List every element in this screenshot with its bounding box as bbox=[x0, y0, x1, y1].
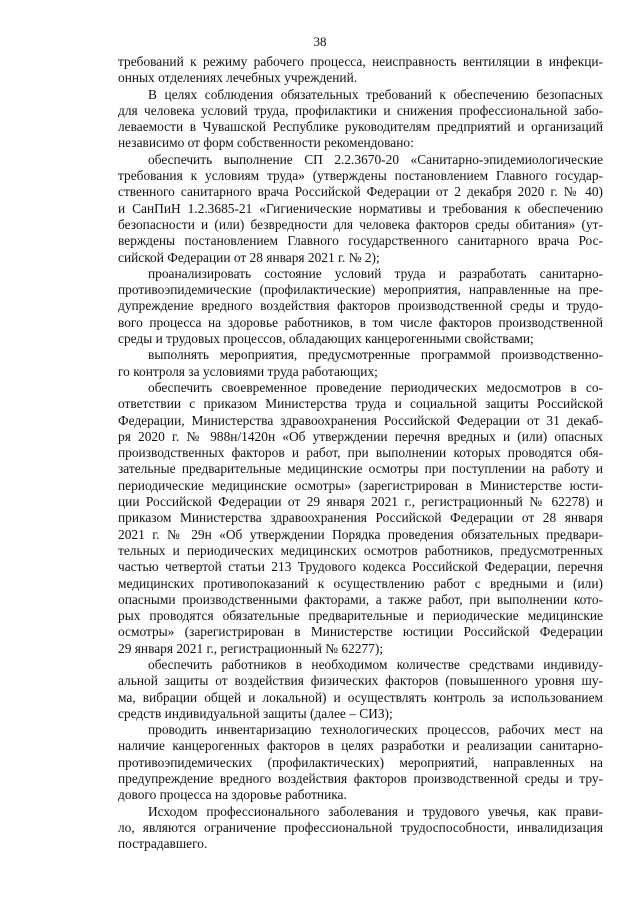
text-line: и СанПиН 1.2.3685-21 «Гигиенические нормативы и требования к обеспечению bbox=[118, 200, 603, 216]
text-line: частью четвертой статьи 213 Трудового кодекса Российской Федерации, перечня bbox=[118, 559, 603, 575]
text-line: предупреждение вредного воздействия факторов производственной среды и тру- bbox=[118, 771, 603, 787]
text-line: выполнять мероприятия, предусмотренные программой производственно- bbox=[148, 347, 603, 363]
text-line: независимо от форм собственности рекомендовано: bbox=[118, 135, 414, 151]
text-line: верждены постановлением Главного государственного санитарного врача Рос- bbox=[118, 233, 603, 249]
text-line: требований к режиму рабочего процесса, неисправность вентиляции в инфекци- bbox=[118, 54, 603, 69]
text-line: противоэпидемических (профилактических) мероприятий, направленных на bbox=[118, 754, 603, 770]
text-line: тельных и периодических медицинских осмотров работников, предусмотренных bbox=[118, 542, 603, 558]
text-line: рых проводятся обязательные предварительные и периодические медицинские bbox=[118, 608, 603, 624]
text-line: противоэпидемические (профилактические) мероприятия, направленные на пре- bbox=[118, 282, 603, 298]
text-line: обеспечить своевременное проведение периодических медосмотров в со- bbox=[148, 379, 603, 395]
text-line: наличие канцерогенных факторов в целях разработки и реализации санитарно- bbox=[118, 738, 603, 754]
text-line: обеспечить выполнение СП 2.2.3670-20 «Санитарно-эпидемиологические bbox=[148, 151, 603, 167]
text-line: ственного санитарного врача Российской Федерации от 2 декабря 2020 г. № 40) bbox=[118, 184, 603, 200]
text-line: дупреждение вредного воздействия факторов производственной среды и трудо- bbox=[118, 298, 603, 314]
body-text bbox=[118, 54, 603, 853]
text-line: ответствии с приказом Министерства труда и социальной защиты Российской bbox=[118, 396, 603, 412]
text-line: безопасности и (или) безвредности для человека факторов среды обитания» (ут- bbox=[118, 216, 603, 232]
text-line: зательные предварительные медицинские осмотры при поступлении на работу и bbox=[118, 461, 603, 477]
text-line: обеспечить работников в необходимом количестве средствами индивиду- bbox=[148, 656, 603, 672]
text-line: онных отделениях лечебных учреждений. bbox=[118, 70, 358, 86]
text-line: ло, являются ограничение профессиональной трудоспособности, инвалидизация bbox=[118, 819, 603, 835]
text-line: осмотры» (зарегистрирован в Министерстве юстиции Российской Федерации bbox=[118, 624, 603, 640]
text-line: производственных факторов и работ, при выполнении которых проводятся обя- bbox=[118, 445, 603, 461]
text-line: ма, вибрации общей и локальной) и осуществлять контроль за использованием bbox=[118, 689, 603, 705]
text-line: сийской Федерации от 28 января 2021 г. № 2); bbox=[118, 249, 380, 265]
text-line: Исходом профессионального заболевания и трудового увечья, как прави- bbox=[148, 803, 603, 819]
text-line: 2021 г. № 29н «Об утверждении Порядка проведения обязательных предвари- bbox=[118, 526, 603, 542]
text-line: проводить инвентаризацию технологических процессов, рабочих мест на bbox=[148, 722, 603, 738]
text-line: медицинских противопоказаний к осуществлению работ с вредными и (или) bbox=[118, 575, 603, 591]
page-number: 38 bbox=[313, 34, 327, 49]
text-line: средств индивидуальной защиты (далее – СИЗ); bbox=[118, 705, 393, 721]
text-line: ции Российской Федерации от 29 января 2021 г., регистрационный № 62278) и bbox=[118, 494, 603, 510]
text-line: пострадавшего. bbox=[118, 836, 208, 852]
text-line: для человека условий труда, профилактики и снижения профессиональной забо- bbox=[118, 102, 603, 118]
text-line: опасными производственными факторами, а также работ, при выполнении кото- bbox=[118, 591, 603, 607]
text-line: дового процесса на здоровье работника. bbox=[118, 787, 347, 803]
text-line: ря 2020 г. № 988н/1420н «Об утверждении перечня вредных и (или) опасных bbox=[118, 428, 603, 444]
text-line: вого процесса на здоровье работников, в том числе факторов производственной bbox=[118, 314, 603, 330]
text-line: периодические медицинские осмотры» (зарегистрирован в Министерстве юсти- bbox=[118, 477, 603, 493]
text-line: 29 января 2021 г., регистрационный № 62277); bbox=[118, 640, 384, 656]
text-line: приказом Министерства здравоохранения Российской Федерации от 28 января bbox=[118, 510, 603, 526]
text-line: леваемости в Чувашской Республике руководителям предприятий и организаций bbox=[118, 119, 603, 135]
text-line: требования к условиям труда» (утверждены постановлением Главного государ- bbox=[118, 168, 603, 184]
text-line: проанализировать состояние условий труда и разработать санитарно- bbox=[148, 265, 603, 281]
text-line: среды и трудовых процессов, обладающих канцерогенными свойствами; bbox=[118, 331, 534, 347]
text-line: В целях соблюдения обязательных требований к обеспечению безопасных bbox=[148, 86, 603, 102]
text-line: альной защиты от воздействия физических факторов (повышенного уровня шу- bbox=[118, 673, 603, 689]
text-line: Федерации, Министерства здравоохранения Российской Федерации от 31 декаб- bbox=[118, 412, 603, 428]
text-line: го контроля за условиями труда работающих; bbox=[118, 363, 378, 379]
